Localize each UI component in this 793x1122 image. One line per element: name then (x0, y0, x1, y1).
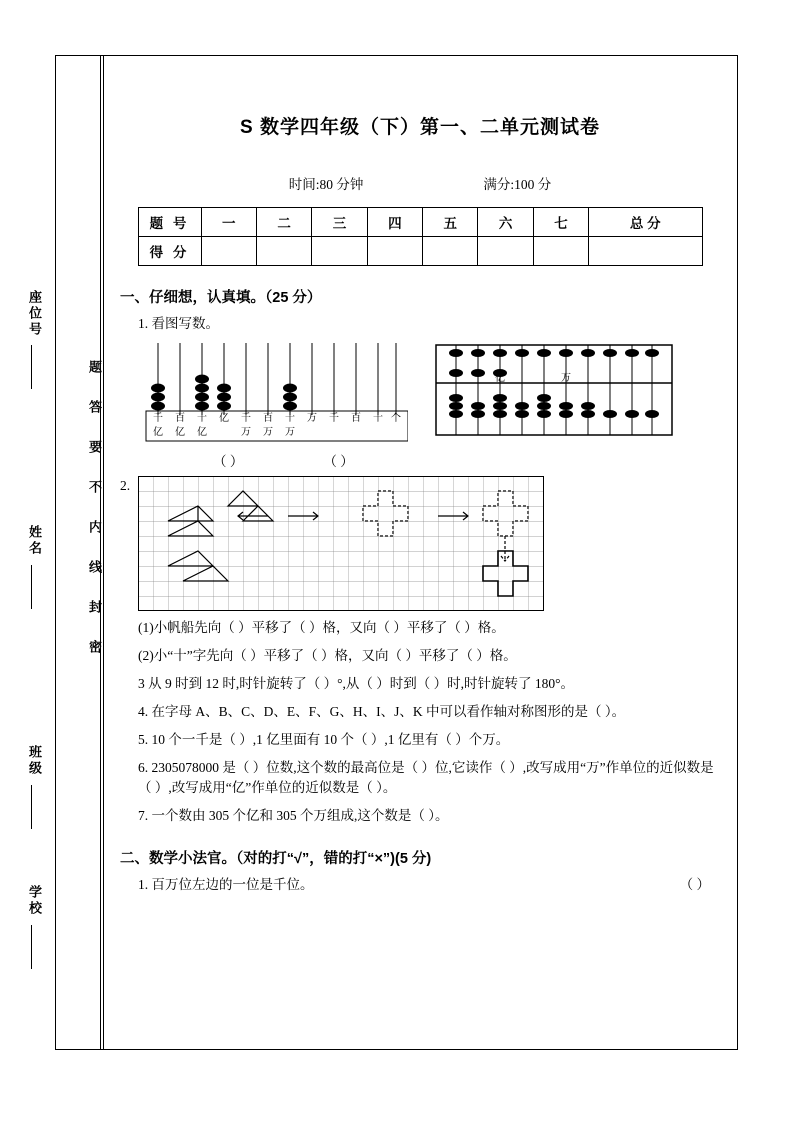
score-cell-7[interactable] (533, 237, 588, 266)
label-school-line (31, 925, 32, 969)
abacus-figures (138, 343, 720, 448)
section-2-heading: 二、数学小法官。（对的打“√”，错的打“×”)(5 分) (120, 851, 432, 868)
question-4: 4. 在字母 A、B、C、D、E、F、G、H、I、J、K 中可以看作轴对称图形的是（ ）。 (138, 703, 626, 719)
svg-text:千: 千 (329, 412, 339, 424)
question-2-figure (120, 476, 720, 611)
svg-text:亿: 亿 (219, 412, 229, 424)
score-cell-4[interactable] (367, 237, 422, 266)
answer-paren-right[interactable]: （ ） (323, 453, 354, 469)
score-col-5: 五 (423, 208, 478, 237)
label-class-line (31, 785, 32, 829)
question-7: 7. 一个数由 305 个亿和 305 个万组成,这个数是（ ）。 (138, 808, 449, 824)
section-1-heading: 一、仔细想，认真填。（25 分） (120, 290, 322, 306)
seal-vertical-text: 题 答 要 不 内 线 封 密 (87, 360, 102, 659)
section-2-answer-mark[interactable]: （ ） (679, 877, 710, 893)
answer-parens-row (138, 450, 720, 470)
svg-text:万: 万 (263, 426, 273, 438)
svg-text:十: 十 (285, 412, 295, 424)
svg-text:百: 百 (351, 412, 361, 424)
score-table (138, 207, 703, 266)
page-title: S 数学四年级（下）第一、二单元测试卷 (240, 117, 600, 138)
label-school: 学校 (27, 885, 42, 917)
exam-time: 时间:80 分钟 (288, 177, 364, 192)
score-row-label-number: 题 号 (138, 208, 201, 237)
abacus-label-yi: 亿 (495, 372, 505, 384)
exam-meta (120, 173, 720, 193)
label-name-line (31, 565, 32, 609)
label-seat-number: 座位号 (27, 290, 42, 338)
section-2-question-1: 1. 百万位左边的一位是千位。 (138, 877, 314, 893)
score-row-label-points: 得 分 (138, 237, 201, 266)
exam-content (120, 70, 720, 896)
svg-text:千: 千 (153, 412, 163, 424)
score-table-value-row (138, 237, 702, 266)
score-col-7: 七 (533, 208, 588, 237)
score-cell-total[interactable] (589, 237, 702, 266)
score-cell-5[interactable] (423, 237, 478, 266)
svg-text:个: 个 (391, 412, 401, 424)
svg-text:亿: 亿 (153, 426, 163, 438)
label-seat-number-line (31, 345, 32, 389)
question-6: 6. 2305078000 是（ ）位数,这个数的最高位是（ ）位,它读作（ ）,改写成用“万”作单位的近似数是（ ）,改写成用“亿”作单位的近似数是（ ）。 (138, 759, 714, 796)
svg-text:万: 万 (307, 412, 317, 424)
score-col-4: 四 (367, 208, 422, 237)
svg-text:百: 百 (263, 412, 273, 424)
score-col-6: 六 (478, 208, 533, 237)
abacus-label-wan: 万 (561, 372, 571, 384)
label-class: 班级 (27, 745, 42, 777)
question-2-1: (1)小帆船先向（ ）平移了（ ）格，又向（ ）平移了（ ）格。 (138, 619, 505, 635)
abacus-left (138, 343, 408, 448)
svg-text:亿: 亿 (175, 426, 185, 438)
label-name: 姓名 (27, 525, 42, 557)
question-3: 3 从 9 时到 12 时,时针旋转了（ ）°,从（ ）时到（ ）时,时针旋转了 180°。 (138, 675, 575, 691)
svg-text:十: 十 (373, 412, 383, 424)
score-cell-1[interactable] (201, 237, 256, 266)
svg-text:千: 千 (241, 412, 251, 424)
score-cell-2[interactable] (256, 237, 311, 266)
score-col-total: 总 分 (589, 208, 702, 237)
svg-text:万: 万 (285, 426, 295, 438)
score-cell-3[interactable] (312, 237, 367, 266)
exam-total-score: 满分:100 分 (483, 177, 552, 192)
question-2-2: (2)小“十”字先向（ ）平移了（ ）格，又向（ ）平移了（ ）格。 (138, 647, 517, 663)
score-col-2: 二 (256, 208, 311, 237)
abacus-right (434, 343, 674, 448)
question-5: 5. 10 个一千是（ ）,1 亿里面有 10 个（ ）,1 亿里有（ ）个万。 (138, 731, 510, 747)
question-2-number: 2. (120, 477, 131, 493)
score-table-header-row (138, 208, 702, 237)
question-1-1: 1. 看图写数。 (138, 316, 219, 331)
score-col-3: 三 (312, 208, 367, 237)
section-2-question-1-row (138, 875, 720, 896)
svg-text:亿: 亿 (197, 426, 207, 438)
translation-grid (138, 476, 556, 611)
score-col-1: 一 (201, 208, 256, 237)
answer-paren-left[interactable]: （ ） (213, 453, 244, 469)
score-cell-6[interactable] (478, 237, 533, 266)
svg-text:十: 十 (197, 412, 207, 424)
svg-text:百: 百 (175, 412, 185, 424)
svg-text:万: 万 (241, 426, 251, 438)
